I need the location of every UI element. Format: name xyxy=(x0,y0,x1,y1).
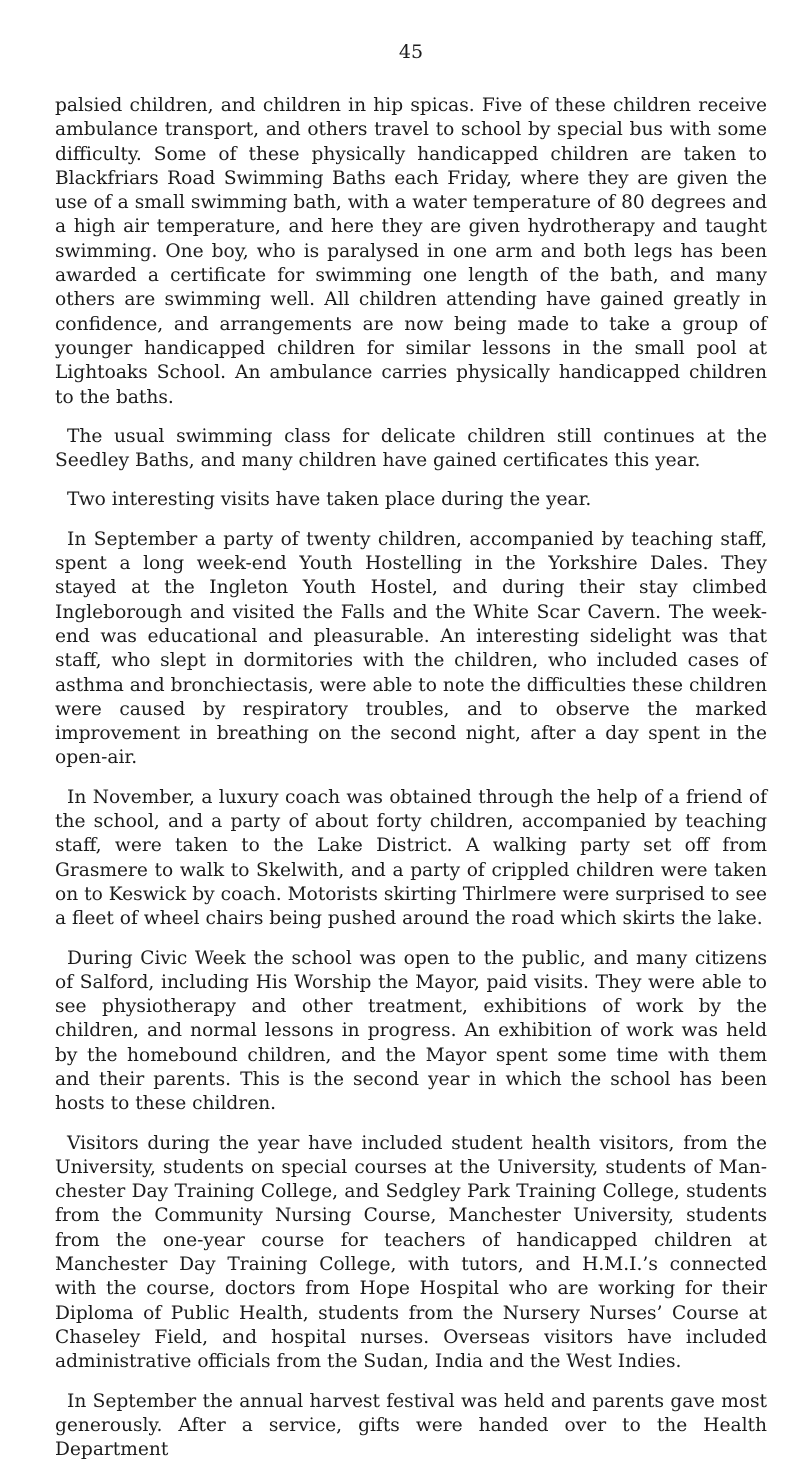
paragraph-swimming-baths: palsied children, and children in hip spicas. Five of these children receive ambulance transport, and others travel to school by special bus with some difficulty. Some of these physically handicapped children are taken to Blackfriars Road Swimming Baths each Friday, where they are given the use of a small swimming bath, with a water temperature of 80 degrees and a high air temperature, and here they are given hydrotherapy and taught swimming. One boy, who is paralysed in one arm and both legs has been awarded a certificate for swimming one length of the bath, and many others are swimming well. All children attending have gained greatly in confidence, and arrangements are now being made to take a group of younger handicapped children for similar lessons in the small pool at Lightoaks School. An ambulance carries physically handicapped children to the baths. xyxy=(55,95,767,408)
paragraph-seedley-baths: The usual swimming class for delicate children still continues at the Seedley Baths, and many children have gained certificates this year. xyxy=(55,425,767,472)
paragraph-lake-district: In November, a luxury coach was obtained through the help of a friend of the school, and a party of about forty children, accompanied by teaching staff, were taken to the Lake District. A walking party set off from Grasmere to walk to Skelwith, and a party of crippled children were taken on to Keswick by coach. Motorists skirting Thirlmere were surprised to see a fleet of wheel chairs being pushed around the road which skirts the lake. xyxy=(55,786,767,930)
paragraph-civic-week: During Civic Week the school was open to the public, and many citizens of Salford, including His Worship the Mayor, paid visits. They were able to see physiotherapy and other treatment, exhibitions of work by the children, and normal lessons in progress. An exhibition of work was held by the homebound children, and the Mayor spent some time with them and their parents. This is the second year in which the school has been hosts to these children. xyxy=(55,947,767,1115)
paragraph-youth-hostel: In September a party of twenty children, accompanied by teaching staff, spent a long week-end Youth Hostelling in the Yorkshire Dales. They stayed at the Ingleton Youth Hostel, and during their stay climbed Ingleborough and visited the Falls and the White Scar Cavern. The week-end was educational and pleasurable. An interesting sidelight was that staff, who slept in dormitories with the children, who included cases of asthma and bronchiectasis, were able to note the difficulties these children were caused by respiratory troubles, and to observe the marked improvement in breathing on the second night, after a day spent in the open-air. xyxy=(55,528,767,769)
paragraph-visits-intro: Two interesting visits have taken place during the year. xyxy=(67,489,592,511)
document-page xyxy=(55,40,767,1477)
paragraph-harvest-festival: In September the annual harvest festival was held and parents gave most generously. After a service, gifts were handed over to the Health Department xyxy=(55,1390,767,1461)
paragraph-visitors: Visitors during the year have included student health visitors, from the University, students on special courses at the University, students of Manchester Day Training College, and Sedgley Park Training College, students from the Community Nursing Course, Manchester University, students from the one-year course for teachers of handicapped children at Manchester Day Training College, with tutors, and H.M.I.’s connected with the course, doctors from Hope Hospital who are working for their Diploma of Public Health, students from the Nursery Nurses’ Course at Chaseley Field, and hospital nurses. Overseas visitors have included administrative officials from the Sudan, India and the West Indies. xyxy=(55,1132,767,1373)
page-number: 45 xyxy=(398,41,424,63)
